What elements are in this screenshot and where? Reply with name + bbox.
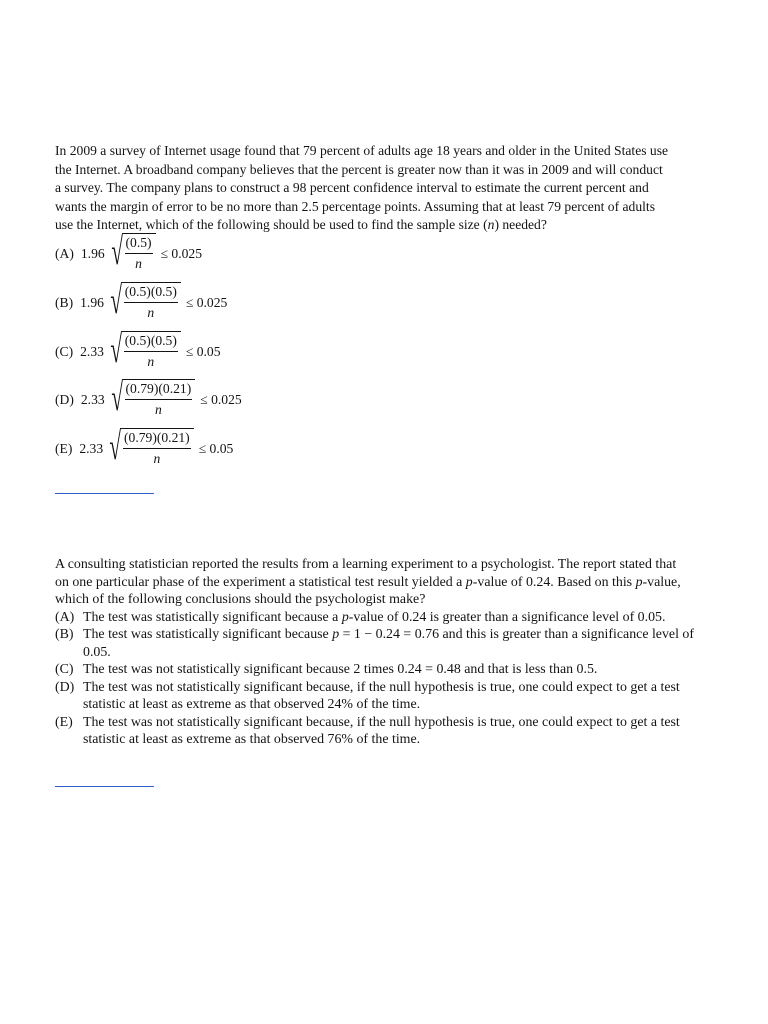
q2-stem-line: which of the following conclusions should the psychologist make? [55, 592, 426, 607]
fraction [121, 282, 181, 324]
q1-stem-line: a survey. The company plans to construct a 98 percent confidence interval to estimate the current percent and [55, 180, 649, 195]
radical-sign-icon: √ [109, 426, 122, 468]
radical-sign-icon: √ [110, 329, 122, 371]
option-label: (A) [55, 246, 74, 261]
fraction [121, 331, 181, 373]
option-label: (D) [55, 392, 74, 407]
denominator: n [154, 402, 162, 417]
fraction [122, 379, 196, 421]
q2-choice-c: (C) The test was not statistically significant because 2 times 0.24 = 0.48 and that is less than 0.5. [55, 662, 598, 677]
denominator: n [135, 256, 142, 271]
separator-line [55, 786, 154, 787]
inequality: ≤ 0.025 [185, 295, 228, 310]
q2-choice-e: (E) The test was not statistically significant because, if the null hypothesis is true, one could expect to get a test statistic at least as extreme as that observed 76% of the time. [55, 714, 680, 747]
radical-sign-icon: √ [111, 231, 123, 273]
square-root [105, 379, 196, 421]
denominator: n [147, 354, 155, 369]
denominator: n [147, 305, 155, 320]
radical-sign-icon: √ [111, 377, 123, 419]
inequality: ≤ 0.05 [185, 344, 221, 359]
q1-option-d [55, 377, 242, 423]
inequality: ≤ 0.025 [160, 246, 203, 261]
option-label: (C) [55, 344, 74, 359]
fraction [122, 233, 156, 275]
q1-stem-line: wants the margin of error to be no more than 2.5 percentage points. Assuming that at least 79 percent of adults [55, 198, 655, 214]
inequality: ≤ 0.025 [200, 392, 242, 407]
q1-option-c [55, 329, 221, 375]
q2-choice-b: (B) The test was statistically significant because p = 1 − 0.24 = 0.76 and this is greater than a significance level of 0.05. [55, 627, 694, 660]
option-label: (E) [55, 441, 73, 456]
option-coefficient: 2.33 [79, 441, 104, 456]
denominator: n [153, 451, 161, 466]
numerator: (0.79)(0.21) [125, 380, 193, 400]
numerator: (0.79)(0.21) [123, 429, 191, 449]
question-2 [55, 556, 720, 749]
square-root [103, 428, 194, 470]
option-coefficient: 2.33 [80, 392, 105, 407]
question-1-stem [55, 142, 720, 235]
choice-label: (B) [55, 627, 74, 642]
fraction [120, 428, 194, 470]
q2-stem-line: A consulting statistician reported the results from a learning experiment to a psychologist. The report stated that [55, 557, 677, 572]
q2-choice-a: (A) The test was statistically significant because a p-value of 0.24 is greater than a significance level of 0.05. [55, 609, 666, 625]
numerator: (0.5)(0.5) [124, 283, 178, 303]
choice-label: (E) [55, 714, 73, 730]
numerator: (0.5) [125, 234, 153, 254]
choice-label: (D) [55, 679, 75, 695]
separator-line [55, 493, 154, 494]
q1-option-b [55, 280, 227, 326]
option-coefficient: 1.96 [80, 246, 105, 261]
choice-label: (C) [55, 662, 74, 677]
q1-option-e [55, 426, 233, 472]
numerator: (0.5)(0.5) [124, 332, 178, 352]
radical-sign-icon: √ [110, 280, 122, 322]
q1-option-a [55, 231, 202, 277]
choice-label: (A) [55, 609, 75, 625]
option-label: (B) [55, 295, 74, 310]
q1-stem-line: the Internet. A broadband company believes that the percent is greater now than it was in 2009 and will conduct [55, 161, 663, 177]
q1-stem-line: In 2009 a survey of Internet usage found that 79 percent of adults age 18 years and older in the United States use [55, 143, 669, 158]
option-coefficient: 1.96 [80, 295, 104, 310]
square-root [105, 233, 156, 275]
q1-stem-line: use the Internet, which of the following should be used to find the sample size (n) needed? [55, 217, 547, 232]
q2-stem-line: on one particular phase of the experiment a statistical test result yielded a p-value of 0.24. Based on this p-value, [55, 574, 681, 590]
option-coefficient: 2.33 [80, 344, 104, 359]
square-root [104, 331, 181, 373]
q2-choice-d: (D) The test was not statistically significant because, if the null hypothesis is true, one could expect to get a test statistic at least as extreme as that observed 24% of the time. [55, 679, 680, 712]
square-root [104, 282, 181, 324]
inequality: ≤ 0.05 [198, 441, 234, 456]
